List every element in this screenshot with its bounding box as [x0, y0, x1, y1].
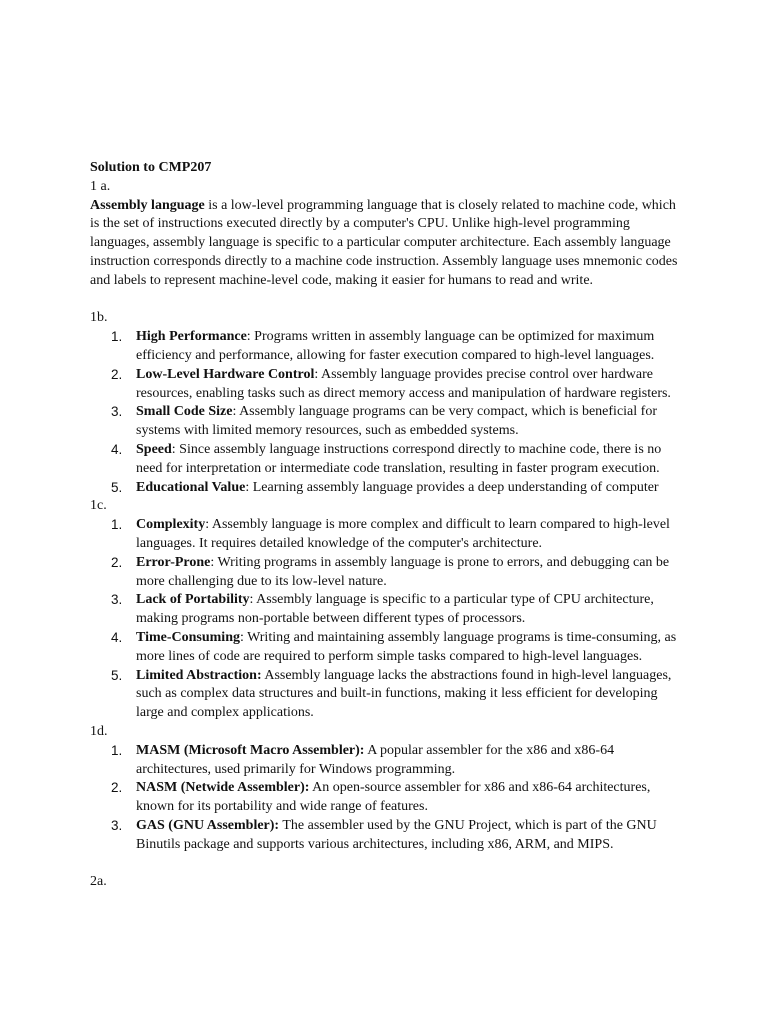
list-item	[90, 441, 680, 479]
list-number: 3.	[111, 817, 123, 833]
list-item-term: Small Code Size	[136, 404, 233, 420]
list-item-text: Assembly language lacks the abstractions found in high-level languages, such as complex data structures and built-in functions, making it less efficient for developing large and complex applications.	[136, 667, 672, 721]
list-item	[90, 554, 680, 592]
list-item-term: High Performance	[136, 329, 247, 345]
list-item	[90, 667, 680, 723]
list-number: 2.	[111, 780, 123, 796]
list-number: 5.	[111, 479, 123, 495]
list-item-text: : Assembly language programs can be very compact, which is beneficial for systems with limited memory resources, such as embedded systems.	[136, 404, 657, 439]
disadvantages-list	[90, 516, 680, 723]
list-item-text: : Since assembly language instructions correspond directly to machine code, there is no need for interpretation or intermediate code translation, resulting in faster program execution.	[136, 441, 662, 476]
advantages-list	[90, 328, 680, 497]
list-item-term: Speed	[136, 441, 172, 457]
list-item-text: : Assembly language is specific to a particular type of CPU architecture, making programs non-portable between different types of processors.	[136, 592, 654, 627]
list-item-text: A popular assembler for the x86 and x86-64 architectures, used primarily for Windows programming.	[136, 742, 615, 777]
list-item	[90, 328, 680, 366]
list-item	[90, 366, 680, 404]
list-item-term: Educational Value	[136, 479, 246, 495]
list-item-term: Time-Consuming	[136, 629, 240, 645]
list-number: 5.	[111, 667, 123, 683]
list-item-term: Low-Level Hardware Control	[136, 366, 315, 382]
list-item	[90, 591, 680, 629]
list-item-term: Complexity	[136, 517, 206, 533]
assemblers-list	[90, 742, 680, 855]
list-item-term: NASM (Netwide Assembler):	[136, 780, 310, 796]
list-item	[90, 817, 680, 855]
question-1c-label: 1c.	[90, 498, 107, 514]
list-item-text: The assembler used by the GNU Project, which is part of the GNU Binutils package and supports various architectures, including x86, ARM, and MIPS.	[136, 817, 657, 852]
list-item-text: : Assembly language provides precise control over hardware resources, enabling tasks such as direct memory access and manipulation of hardware registers.	[136, 366, 671, 401]
list-number: 2.	[111, 554, 123, 570]
assembly-language-definition: is a low-level programming language that is closely related to machine code, which is the set of instructions executed directly by a computer's CPU. Unlike high-level programming languages, assembly language is specific to a particular computer architecture. Each assembly language instruction corresponds directly to a machine code instruction. Assembly language uses mnemonic codes and labels to represent machine-level code, making it easier for humans to read and write.	[90, 197, 678, 288]
list-number: 1.	[111, 329, 123, 345]
list-number: 3.	[111, 592, 123, 608]
question-1a-label: 1 a.	[90, 178, 111, 194]
list-number: 1.	[111, 742, 123, 758]
list-item-text: : Writing and maintaining assembly language programs is time-consuming, as more lines of code are required to perform simple tasks compared to high-level languages.	[136, 629, 677, 664]
list-item-text: : Writing programs in assembly language is prone to errors, and debugging can be more challenging due to its low-level nature.	[136, 554, 670, 589]
document-title: Solution to CMP207	[90, 160, 212, 175]
question-1b-label: 1b.	[90, 310, 108, 326]
list-item-text: : Assembly language is more complex and difficult to learn compared to high-level languages. It requires detailed knowledge of the computer's architecture.	[136, 517, 670, 551]
list-number: 4.	[111, 629, 123, 645]
document-page	[90, 159, 680, 892]
assembly-language-term: Assembly language	[90, 197, 205, 213]
list-item	[90, 629, 680, 667]
list-item	[90, 742, 680, 780]
list-item-term: MASM (Microsoft Macro Assembler):	[136, 742, 365, 758]
list-number: 2.	[111, 366, 123, 382]
list-item-term: GAS (GNU Assembler):	[136, 817, 280, 833]
list-item	[90, 779, 680, 817]
list-item	[90, 516, 680, 554]
list-item-text: : Programs written in assembly language can be optimized for maximum efficiency and performance, allowing for faster execution compared to high-level languages.	[136, 329, 655, 363]
list-number: 1.	[111, 517, 123, 533]
list-item	[90, 479, 680, 498]
list-item-term: Error-Prone	[136, 554, 211, 570]
spacer	[90, 291, 680, 310]
list-item-text: : Learning assembly language provides a deep understanding of computer	[245, 479, 659, 495]
list-item	[90, 403, 680, 441]
list-item-term: Limited Abstraction:	[136, 667, 262, 683]
list-number: 4.	[111, 441, 123, 457]
question-2a-label: 2a.	[90, 874, 107, 890]
question-1d-label: 1d.	[90, 723, 108, 739]
list-number: 3.	[111, 404, 123, 420]
list-item-term: Lack of Portability	[136, 592, 250, 608]
spacer	[90, 854, 680, 873]
question-1a-answer	[90, 197, 680, 291]
list-item-text: An open-source assembler for x86 and x86-64 architectures, known for its portability and wide range of features.	[136, 780, 651, 815]
